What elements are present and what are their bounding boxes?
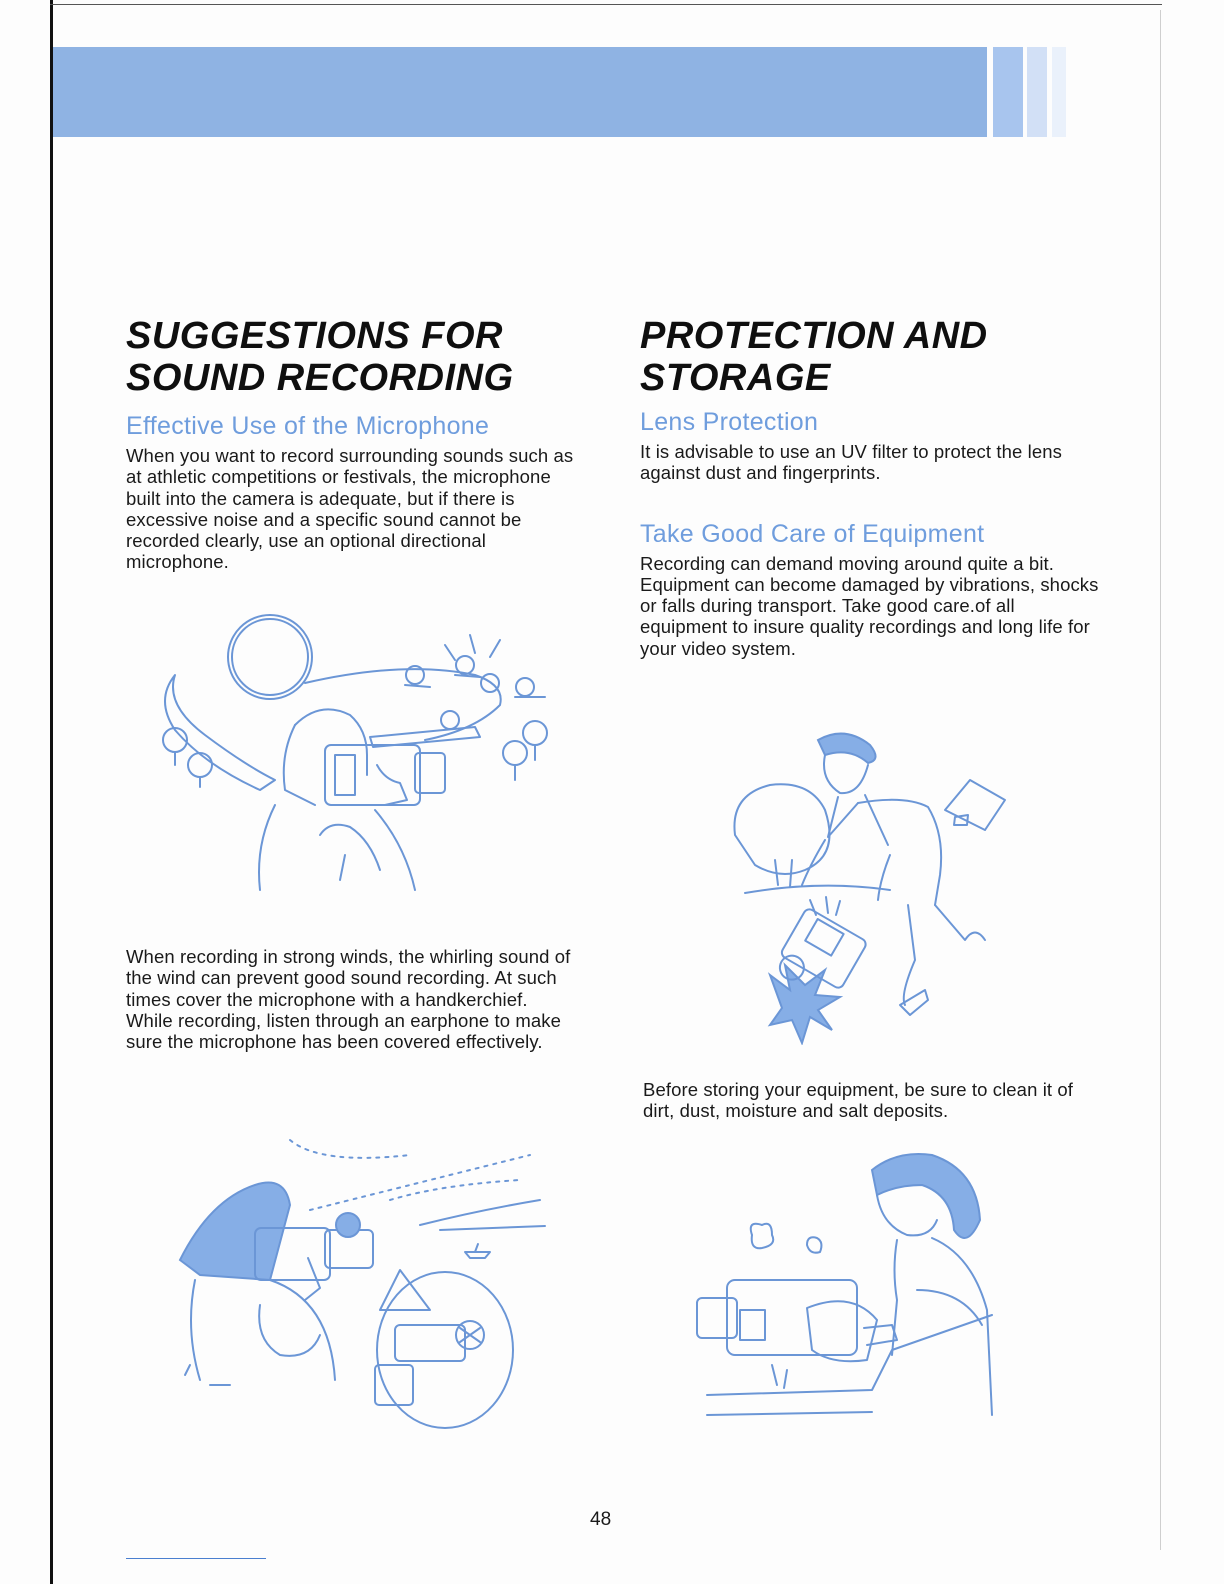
page-number: 48 (590, 1509, 612, 1530)
illustration-directional-microphone (145, 605, 565, 895)
section-title-protection-storage (640, 315, 1100, 399)
header-tab (993, 47, 1023, 137)
paragraph-equipment: Recording can demand moving around quite a bit. Equipment can become damaged by vibrations, shocks or falls during transport. Take good care.of all equipment to insure quality recordings and long life for your video system. (640, 552, 1099, 659)
title-line: SUGGESTIONS FOR (126, 315, 503, 357)
left-margin-rule (50, 0, 53, 1584)
paragraph-storing: Before storing your equipment, be sure to clean it of dirt, dust, moisture and salt deposits. (643, 1079, 1074, 1122)
paragraph-lens: It is advisable to use an UV filter to protect the lens against dust and fingerprints. (640, 441, 1062, 484)
subhead-equipment-care: Take Good Care of Equipment (640, 519, 985, 548)
illustration-cleaning-equipment (692, 1150, 1002, 1425)
section-title-sound-recording (126, 315, 576, 399)
illustration-falling-camcorder (730, 725, 1030, 1045)
subhead-microphone: Effective Use of the Microphone (126, 412, 490, 440)
left-column (126, 315, 576, 573)
title-line: STORAGE (640, 357, 831, 399)
header-tab (1027, 47, 1047, 137)
right-margin-rule (1160, 10, 1161, 1550)
right-column (640, 315, 1100, 659)
title-line: PROTECTION AND (640, 315, 988, 357)
title-line: SOUND RECORDING (126, 357, 514, 399)
header-banner (53, 47, 987, 137)
paragraph-wind: When recording in strong winds, the whirling sound of the wind can prevent good sound recording. At such times cover the microphone with a handkerchief. While recording, listen through an earphone to make sure the microphone has been covered effectively. (126, 946, 571, 1053)
illustration-wind-handkerchief (160, 1130, 550, 1435)
header-tab (1052, 47, 1066, 137)
paragraph-microphone: When you want to record surrounding sounds such as at athletic competitions or festivals, the microphone built into the camera is adequate, but if there is excessive noise and a specific sound cannot be recorded clearly, use an optional directional microphone. (126, 445, 574, 573)
subhead-lens-protection: Lens Protection (640, 408, 819, 436)
footer-rule (126, 1558, 266, 1559)
top-rule (50, 4, 1162, 5)
